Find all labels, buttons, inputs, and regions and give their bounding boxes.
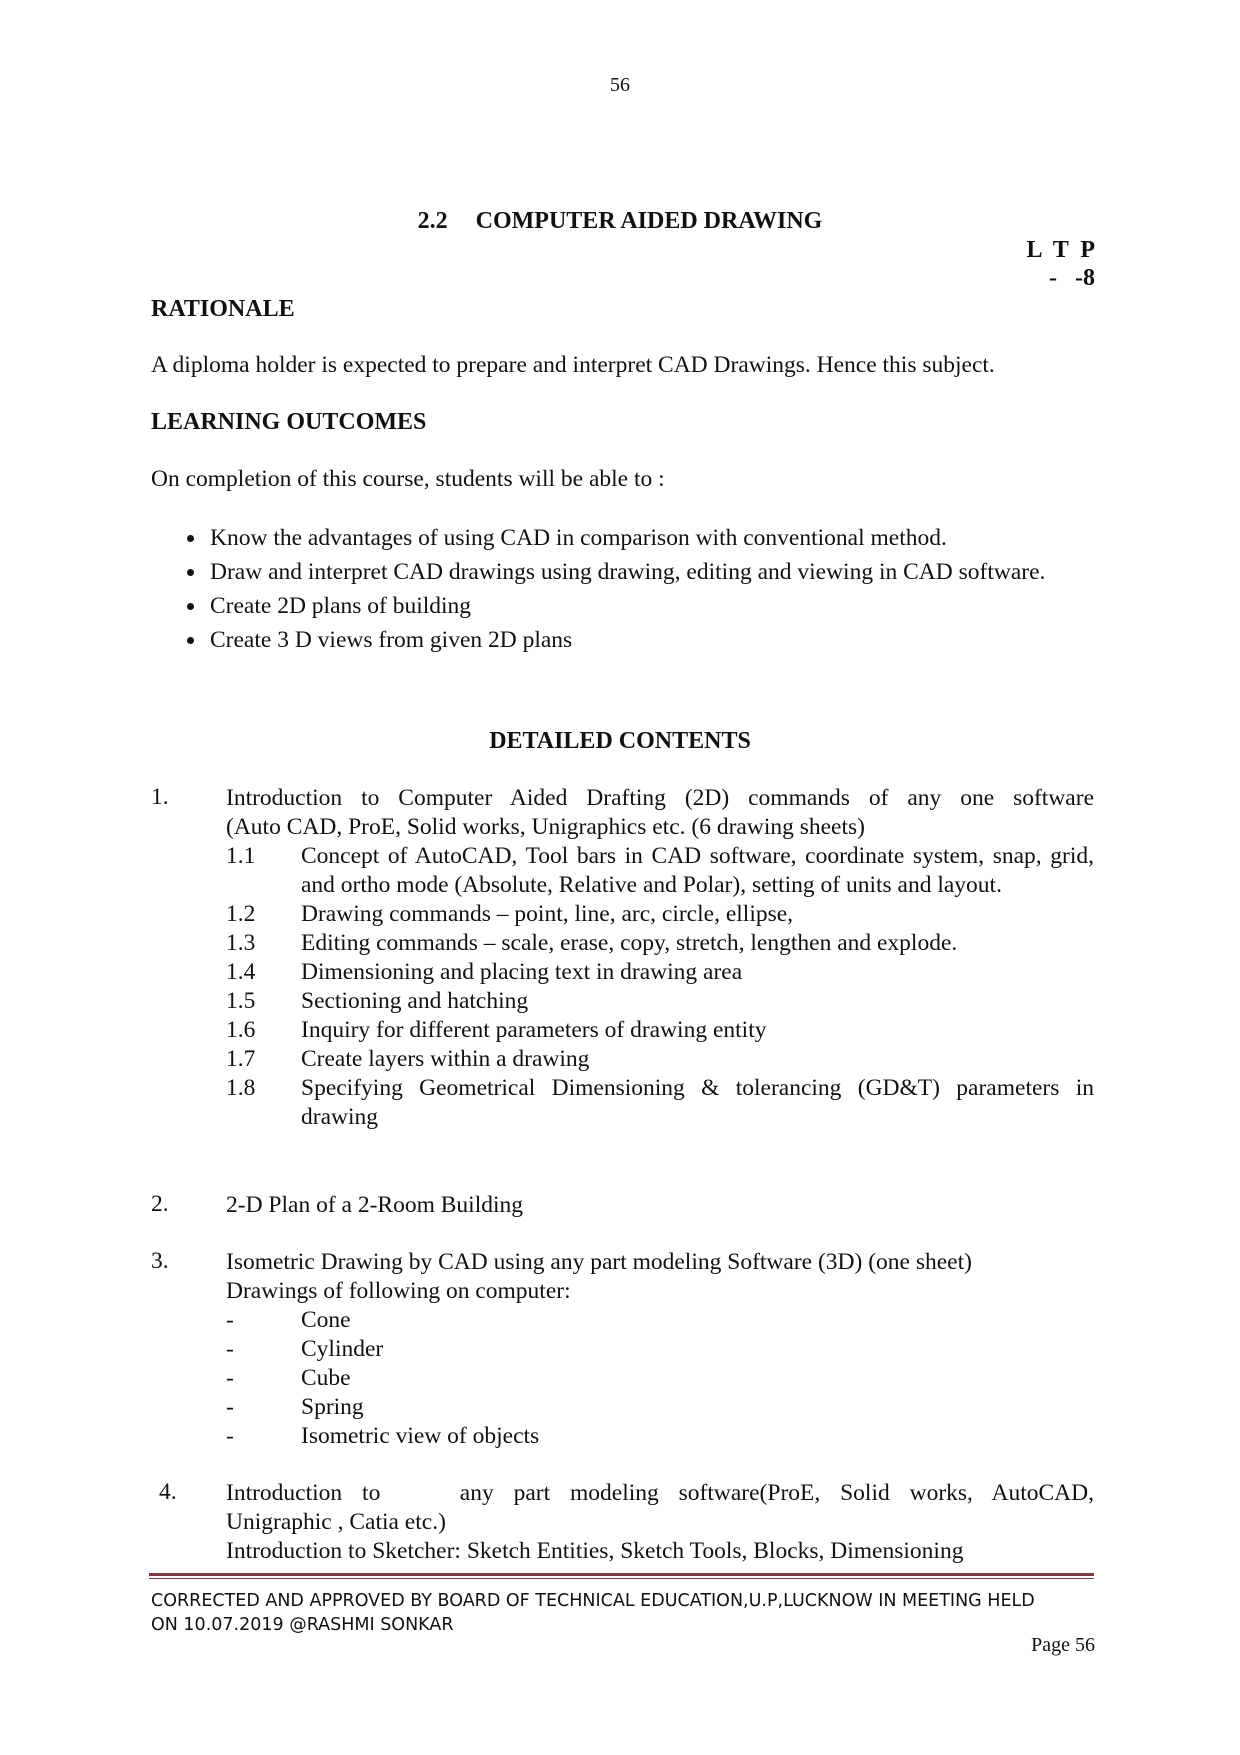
list-item: Create 2D plans of building (151, 590, 1111, 623)
rationale-heading: RATIONALE (151, 296, 295, 322)
subtopic-item (226, 900, 1094, 929)
section-title: Introduction to Computer Aided Drafting (2D) commands of any one software (226, 785, 1094, 811)
list-item: - Cylinder (226, 1335, 1094, 1364)
subtopic-text: Dimensioning and placing text in drawing area (301, 959, 743, 985)
learning-outcomes-intro: On completion of this course, students will be able to : (151, 466, 665, 492)
course-name: COMPUTER AIDED DRAWING (475, 208, 823, 234)
subtopic-number: 1.4 (226, 959, 256, 985)
section-number: 2. (151, 1191, 169, 1217)
content-section-1 (151, 784, 1094, 1132)
course-title (0, 208, 1240, 235)
subtopic-number: 1.7 (226, 1046, 256, 1072)
footer-line-1: CORRECTED AND APPROVED BY BOARD OF TECHNICAL EDUCATION,U.P,LUCKNOW IN MEETING HELD (151, 1591, 1035, 1611)
subtopic-item (226, 1016, 1094, 1045)
page-number-bottom: Page 56 (1031, 1634, 1095, 1656)
course-number: 2.2 (417, 208, 448, 234)
footer-divider (149, 1573, 1094, 1576)
section-number: 1. (151, 784, 169, 810)
subtopic-item (226, 1074, 1094, 1132)
subtopic-text: Specifying Geometrical Dimensioning & tolerancing (GD&T) parameters in drawing (301, 1075, 1094, 1130)
subtopic-item (226, 958, 1094, 987)
section-number: 3. (151, 1248, 169, 1274)
footer-line-2: ON 10.07.2019 @RASHMI SONKAR (151, 1615, 454, 1635)
subtopic-list (226, 842, 1094, 1132)
footer-divider-thin (149, 1578, 1094, 1579)
list-item-text: Isometric view of objects (301, 1423, 540, 1449)
subtopic-item (226, 929, 1094, 958)
footer-note (151, 1589, 1111, 1637)
subtopic-number: 1.3 (226, 930, 256, 956)
content-section-2 (151, 1191, 1094, 1220)
list-item: - Cone (226, 1306, 1094, 1335)
section-number: 4. (159, 1479, 177, 1505)
list-item-text: Cube (301, 1365, 351, 1391)
section-title: 2-D Plan of a 2-Room Building (226, 1192, 523, 1218)
section-subtitle: Introduction to Sketcher: Sketch Entities, Sketch Tools, Blocks, Dimensioning (226, 1538, 964, 1564)
subtopic-text: Create layers within a drawing (301, 1046, 590, 1072)
list-item-text: Cylinder (301, 1336, 384, 1362)
ltp-block (1027, 236, 1095, 292)
subtopic-number: 1.8 (226, 1075, 256, 1101)
list-item: Know the advantages of using CAD in comparison with conventional method. (151, 522, 1111, 555)
section-title-continued: Unigraphic , Catia etc.) (226, 1509, 446, 1535)
list-item: - Spring (226, 1393, 1094, 1422)
section-title-continued: Drawings of following on computer: (226, 1278, 571, 1304)
content-section-4 (151, 1479, 1094, 1566)
list-item: - Isometric view of objects (226, 1422, 1094, 1451)
ltp-values: - -8 (1049, 265, 1095, 291)
list-item-text: Draw and interpret CAD drawings using drawing, editing and viewing in CAD software. (210, 559, 1046, 585)
subtopic-number: 1.6 (226, 1017, 256, 1043)
subtopic-text: Inquiry for different parameters of drawing entity (301, 1017, 767, 1043)
subtopic-text: Sectioning and hatching (301, 988, 529, 1014)
subtopic-number: 1.1 (226, 843, 256, 869)
learning-outcomes-heading: LEARNING OUTCOMES (151, 409, 427, 435)
list-item: Create 3 D views from given 2D plans (151, 624, 1111, 657)
rationale-text: A diploma holder is expected to prepare and interpret CAD Drawings. Hence this subject. (151, 352, 995, 378)
list-item-text: Cone (301, 1307, 351, 1333)
detailed-contents-heading: DETAILED CONTENTS (489, 728, 751, 754)
subtopic-text: Drawing commands – point, line, arc, circle, ellipse, (301, 901, 794, 927)
subtopic-item (226, 987, 1094, 1016)
learning-outcomes-list (151, 522, 1111, 658)
list-item: - Cube (226, 1364, 1094, 1393)
page-number-top: 56 (610, 74, 630, 96)
list-item-text: Spring (301, 1394, 364, 1420)
section-title: Introduction to any part modeling software(ProE, Solid works, AutoCAD, (226, 1480, 1094, 1506)
list-item (151, 556, 1111, 589)
section-title-continued: (Auto CAD, ProE, Solid works, Unigraphics etc. (6 drawing sheets) (226, 814, 865, 840)
subtopic-item (226, 842, 1094, 900)
subtopic-number: 1.5 (226, 988, 256, 1014)
ltp-header: L T P (1026, 237, 1095, 263)
subtopic-text: Editing commands – scale, erase, copy, stretch, lengthen and explode. (301, 930, 958, 956)
section-title: Isometric Drawing by CAD using any part modeling Software (3D) (one sheet) (226, 1249, 972, 1275)
content-section-3 (151, 1248, 1094, 1451)
drawing-items-list (226, 1306, 1094, 1451)
subtopic-item (226, 1045, 1094, 1074)
subtopic-text: Concept of AutoCAD, Tool bars in CAD software, coordinate system, snap, grid, and ortho mode (Absolute, Relative and Polar), setting of units and layout. (301, 843, 1094, 898)
subtopic-number: 1.2 (226, 901, 256, 927)
